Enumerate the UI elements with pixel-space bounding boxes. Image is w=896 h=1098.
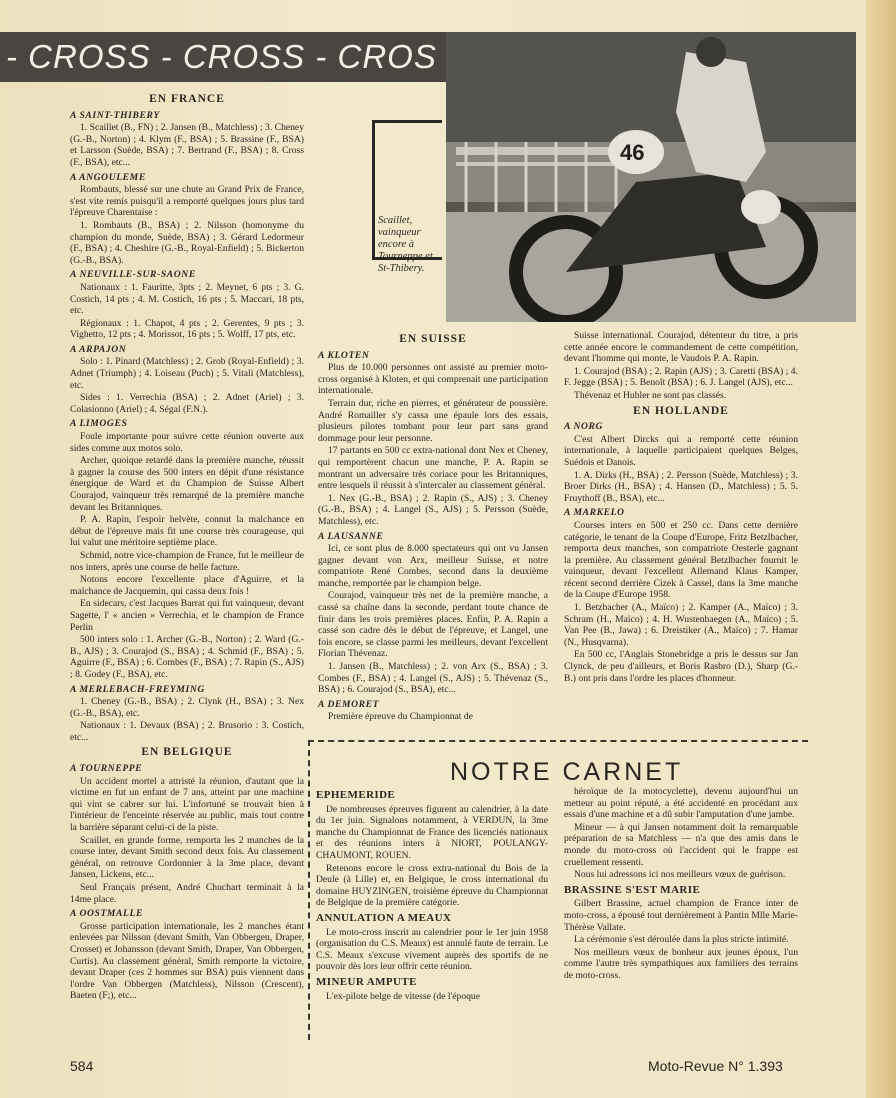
article-paragraph: Notons encore l'excellente place d'Aguirre, et la malchance de Jacquemin, qui cassa deux fois !	[70, 574, 304, 597]
photo-caption: Scaillet, vainqueur encore à Tourneppe et St-Thibery.	[378, 215, 433, 274]
article-paragraph: Courajod, vainqueur très net de la première manche, a cassé sa chaîne dans la seconde, perdant toute chance de finir dans les trois premières places. Enfin, P. A. Rapin a cassé son cadre dès le début de l'épreuve, et Langel, une fois encore, se classe parmi les meilleurs, devant l'excellent Florian Thévenaz.	[318, 590, 548, 660]
article-heading: A SAINT-THIBERY	[70, 109, 160, 121]
banner-title: - CROSS - CROSS - CROS	[0, 32, 446, 82]
carnet-right-articles	[564, 786, 798, 982]
column-france-belgique	[70, 90, 304, 1003]
article-heading: A OOSTMALLE	[70, 908, 143, 920]
article-heading: A ANGOULEME	[70, 171, 146, 183]
article-paragraph: Foule importante pour suivre cette réunion ouverte aux sides comme aux motos solo.	[70, 431, 304, 454]
article-heading: ANNULATION A MEAUX	[316, 911, 452, 924]
article-paragraph: Sides : 1. Verrechia (BSA) ; 2. Adnet (Ariel) ; 3. Colasionno (Ariel) ; 4. Ségal (F.N.).	[70, 392, 304, 415]
article-paragraph: Schmid, notre vice-champion de France, fut le meilleur de nos inters, après une course de belle facture.	[70, 549, 304, 573]
article-heading: A TOURNEPPE	[70, 763, 143, 775]
article-paragraph: 1. Betzbacher (A., Maïco) ; 2. Kamper (A., Maïco) ; 3. Schram (H., Maïco) ; 4. H. Wustenhaegen (A., Maïco) ; 5. Van Pee (B., Jawa) ; 6. Dreistiker (A., Maïco) ; 7. Hamar (N., Husqvarna).	[564, 602, 798, 648]
article-heading: A MERLEBACH-FREYMING	[70, 683, 205, 695]
suisse-continued	[564, 330, 798, 402]
belgique-articles	[70, 763, 304, 1002]
column-suisse-hollande	[564, 330, 798, 685]
article-paragraph: Nationaux : 1. Devaux (BSA) ; 2. Brusorio : 3. Costich, etc...	[70, 720, 304, 743]
article-paragraph: Courses inters en 500 et 250 cc. Dans cette dernière catégorie, le tenant de la Coupe d'Europe, Fritz Betzlbacher, remporta deux manches, son compatriote Oesterle gagnant la première. Au classement général Betzlbacher fournit le vainqueur, devant l'excellent Allemand Klaus Kamper, récent second derrière Cizek à Cassel, dans la 3me manche de la Coupe d'Europe 1958.	[564, 519, 798, 601]
article-paragraph: héroïque de la motocyclette), devenu aujourd'hui un metteur au point réputé, a été accidenté en procédant aux essais d'une machine et a dû subir l'amputation d'une jambe.	[564, 786, 798, 821]
article-paragraph: Nos meilleurs vœux de bonheur aux jeunes époux, l'un comme l'autre très sympathiques aux familiers des terrains de moto-cross.	[564, 946, 798, 981]
article-paragraph: 1. A. Dirks (H., BSA) ; 2. Persson (Suède, Matchless) ; 3. Broer Dirks (H., BSA) ; 4. Hansen (D., Matchless) ; 5. 5. Fruythoff (B., BSA), etc...	[564, 469, 798, 504]
magazine-issue: Moto-Revue N° 1.393	[648, 1058, 783, 1074]
article-paragraph: Archer, quoique retardé dans la première manche, réussit à gagner la course des 500 inters en dépit d'une résistance énergique de Ward et du Champion de Suisse Albert Courajod, vainqueur très remarqué de la première manche devant les Britanniques.	[70, 455, 304, 513]
article-paragraph: Suisse international. Courajod, détenteur du titre, a pris cette année encore le commandement de cette compétition, devant l'homme qui monte, le Vaudois P. A. Rapin.	[564, 330, 798, 365]
article-paragraph: 500 inters solo : 1. Archer (G.-B., Norton) ; 2. Ward (G.-B., AJS) ; 3. Courajod (S., BSA) ; 4. Schmid (F., BSA) ; 5. Aguirre (F., BSA) ; 6. Combes (F., BSA) ; 7. Rapin (S., AJS) ; 8. Godey (F., BSA), etc.	[70, 634, 304, 680]
carnet-left-column	[316, 786, 548, 1003]
section-title-belgique: EN BELGIQUE	[141, 746, 233, 759]
article-paragraph: Retenons encore le cross extra-national du Bois de la Deule (à Lille) et, en Belgique, le cross international du domaine HUYZINGEN, troisième épreuve du Championnat de Belgique de la première catégorie.	[316, 862, 548, 909]
article-heading: A NORG	[564, 421, 604, 433]
carnet-left-articles	[316, 790, 548, 1002]
article-heading: MINEUR AMPUTE	[316, 975, 417, 988]
section-title-suisse: EN SUISSE	[399, 333, 467, 345]
race-photo	[446, 32, 856, 322]
photo-number-46: 46	[620, 140, 645, 165]
article-paragraph: 1. Courajod (BSA) ; 2. Rapin (AJS) ; 3. Caretti (BSA) ; 4. F. Jegge (BSA) ; 5. Benoît (BSA) ; 6. J. Langel (AJS), etc...	[564, 365, 798, 389]
article-paragraph: Thévenaz et Hubler ne sont pas classés.	[574, 389, 727, 401]
article-paragraph: Le moto-cross inscrit au calendrier pour le 1er juin 1958 (organisation du C.S. Meaux) est annulé faute de terrain. Le C.S. Meaux s'excuse vivement auprès des sportifs de ne pouvoir dès lors leur offrir cette réunion.	[316, 926, 548, 973]
section-title-hollande: EN HOLLANDE	[633, 404, 729, 417]
article-paragraph: P. A. Rapin, l'espoir helvète, connut la malchance en début de l'épreuve mais fit une course très courageuse, qui lui valut une méritoire septième place.	[70, 514, 304, 549]
article-paragraph: C'est Albert Dircks qui a remporté cette réunion internationale, à laquelle participaient quelques Belges, Suédois et Danois.	[564, 433, 798, 468]
article-paragraph: Gilbert Brassine, actuel champion de France inter de moto-cross, a épousé tout dernièrement à Pantin Mlle Marie-Thérèse Vallate.	[564, 898, 798, 933]
article-heading: A LAUSANNE	[318, 530, 384, 542]
article-paragraph: La cérémonie s'est déroulée dans la plus stricte intimité.	[574, 934, 789, 946]
article-paragraph: 1. Jansen (B., Matchless) ; 2. von Arx (S., BSA) ; 3. Combes (F., BSA) ; 4. Langel (S., AJS) ; 5. Thévenaz (S., BSA) ; 6. Courajod (S., BSA), etc...	[318, 661, 548, 696]
carnet-right-column	[564, 786, 798, 983]
article-paragraph: Régionaux : 1. Chapot, 4 pts ; 2. Gerentes, 9 pts ; 3. Vighetto, 12 pts ; 4. Morissot, 16 pts ; 5. Wolff, 17 pts, etc.	[70, 317, 304, 341]
article-paragraph: Terrain dur, riche en pierres, et générateur de poussière. André Romailler s'y cassa une épaule lors des essais, plusieurs pilotes tombant pour leur part sans grand dommage pour leur personne.	[318, 397, 548, 444]
article-paragraph: Un accident mortel a attristé la réunion, d'autant que la victime en fut un enfant de 7 ans, atteint par une machine qui vint se cabrer sur lui. L'infortuné se trouvait bien à l'intérieur de l'enceinte réservée au public, mais tout contre la barrière séparant celui-ci de la piste.	[70, 775, 304, 834]
article-paragraph: Mineur — à qui Jansen notamment doit la remarquable préparation de sa Matchless — n'a que des amis dans le monde du moto-cross où l'accident qui le frappe est cruellement ressenti.	[564, 821, 798, 868]
article-paragraph: Scaillet, en grande forme, remporta les 2 manches de la course inter, devant Smith second deux fois. Au classement général, on retrouve Cordonnier à la 3me place, devant Jansen, Lickens, etc...	[70, 834, 304, 881]
suisse-articles	[318, 350, 548, 723]
article-paragraph: 1. Nex (G.-B., BSA) ; 2. Rapin (S., AJS) ; 3. Cheney (G.-B., BSA) ; 4. Langel (S., AJS) ; 5. Persson (Suède, Matchless), etc.	[318, 492, 548, 527]
article-heading: A ARPAJON	[70, 343, 127, 355]
section-title-france: EN FRANCE	[149, 93, 225, 105]
article-paragraph: L'ex-pilote belge de vitesse (de l'époque	[326, 990, 480, 1002]
article-paragraph: Solo : 1. Pinard (Matchless) ; 2. Grob (Royal-Enfield) ; 3. Adnet (Triumph) ; 4. Loiseau (Puch) ; 5. Vitali (Matchless), etc.	[70, 356, 304, 391]
article-paragraph: Grosse participation internationale, les 2 manches étant enlevées par Nilsson (devant Smith, Van Obbergen, Draper, Crosset) et Johansson (devant Smith, Draper, Van Obbergen, Curtis). Au classement général, Smith remporte la victoire, devant Draper (ces 2 hommes sur BSA) puis viennent dans l'ordre Van Obbergen (Matchless), Nilsson (Crescent), Baeten (F;), etc...	[70, 920, 304, 1002]
article-paragraph: Rombauts, blessé sur une chute au Grand Prix de France, s'est vite remis puisqu'il a remporté quelques jours plus tard l'épreuve Charentaise :	[70, 184, 304, 219]
page-number: 584	[70, 1058, 94, 1074]
page-edge	[866, 0, 896, 1098]
france-articles	[70, 110, 304, 744]
column-suisse	[318, 330, 548, 724]
hollande-articles	[564, 421, 798, 684]
article-paragraph: En 500 cc, l'Anglais Stonebridge a pris le dessus sur Jan Clynck, de peu d'ailleurs, et Boris Rasbro (D.), Sharp (G.-B.) ont pris dans l'ordre les places d'honneur.	[564, 649, 798, 684]
article-paragraph: En sidecars, c'est Jacques Barrat qui fut vainqueur, devant Sagette, l' « ancien » Verrechia, et le champion de France Perlin	[70, 598, 304, 633]
article-paragraph: Ici, ce sont plus de 8.000 spectateurs qui ont vu Jansen gagner devant von Arx, meilleur Suisse, et notre compatriote René Combes, second dans la deuxième manche, remportée par le champion belge.	[318, 543, 548, 589]
article-heading: A DEMORET	[318, 698, 380, 710]
article-heading: A MARKELO	[564, 507, 625, 519]
article-paragraph: De nombreuses épreuves figurent au calendrier, à la date du 1er juin. Signalons notamment, à VERDUN, la 3me manche du Championnat de France des licenciés nationaux et des réunions inters à NIORT, POULANGY-CHAUMONT, ROUEN.	[316, 803, 548, 861]
article-heading: A LIMOGES	[70, 418, 128, 430]
carnet-title: NOTRE CARNET	[450, 758, 684, 786]
article-paragraph: Nationaux : 1. Fauritte, 3pts ; 2. Meynet, 6 pts ; 3. G. Costich, 14 pts ; 4. M. Costich, 16 pts ; 5. Maccari, 18 pts, etc.	[70, 281, 304, 317]
article-heading: A NEUVILLE-SUR-SAONE	[70, 269, 196, 281]
article-paragraph: Nous lui adressons ici nos meilleurs vœux de guérison.	[574, 869, 786, 881]
article-paragraph: 1. Rombauts (B., BSA) ; 2. Nilsson (homonyme du champion du monde, Suède, BSA) ; 3. Gérard Ledormeur (F., BSA) ; 4. Cheshire (G.-B., Royal-Enfield) ; 5. Bickerton (G.-B., BSA).	[70, 219, 304, 266]
article-paragraph: Première épreuve du Championnat de	[328, 711, 473, 723]
article-heading: A KLOTEN	[318, 349, 370, 361]
article-paragraph: 1. Cheney (G.-B., BSA) ; 2. Clynk (H., BSA) ; 3. Nex (G.-B., BSA), etc.	[70, 696, 304, 719]
article-paragraph: Seul Français présent, André Chuchart terminait à la 14me place.	[70, 882, 304, 905]
article-paragraph: 1. Scaillet (B., FN) ; 2. Jansen (B., Matchless) ; 3. Cheney (G.-B., Norton) ; 4. Klym (F., BSA) ; 5. Brassine (F., BSA) et Larsson (Suède, BSA) ; 7. Bertrand (F., BSA) ; 8. Cross (F., BSA), etc...	[70, 122, 304, 168]
article-heading: EPHEMERIDE	[316, 789, 396, 801]
article-paragraph: 17 partants en 500 cc extra-national dont Nex et Cheney, qui remportèrent chacun une manche, P. A. Rapin se montrant un adversaire très coriace pour les Britanniques, entre lesquels il réussit à s'intercaler au classement général.	[318, 445, 548, 492]
article-heading: BRASSINE S'EST MARIE	[564, 883, 701, 896]
article-paragraph: Plus de 10.000 personnes ont assisté au premier moto-cross organisé à Kloten, et qui comprenait une participation internationale.	[318, 362, 548, 397]
